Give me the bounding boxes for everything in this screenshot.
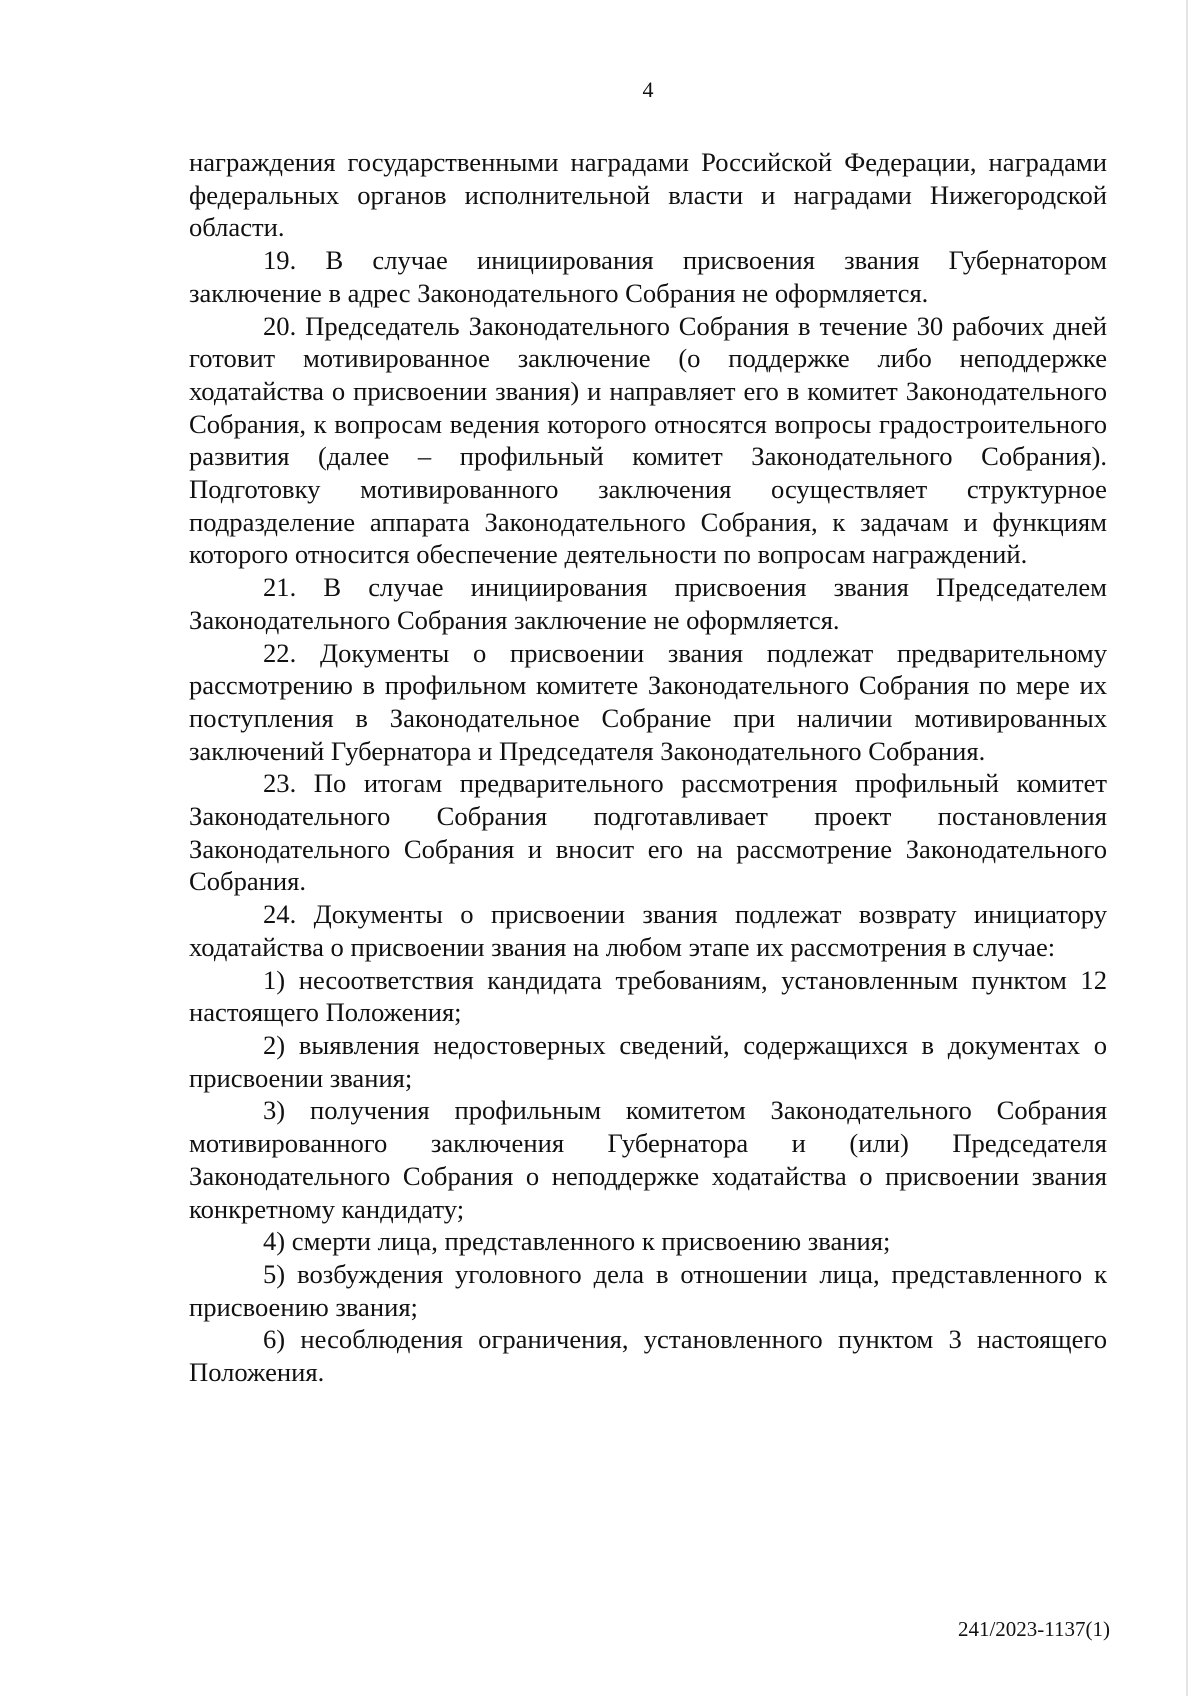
list-item-1: 1) несоответствия кандидата требованиям, установленным пунктом 12 настоящего Положения; bbox=[189, 964, 1107, 1028]
paragraph-21: 21. В случае инициирования присвоения звания Председателем Законодательного Собрания заключение не оформляется. bbox=[189, 572, 1107, 635]
paragraph-24: 24. Документы о присвоении звания подлежат возврату инициатору ходатайства о присвоении звания на любом этапе их рассмотрения в случае: bbox=[189, 899, 1107, 962]
paragraph-20: 20. Председатель Законодательного Собрания в течение 30 рабочих дней готовит мотивированное заключение (о поддержке либо неподдержке ходатайства о присвоении звания) и направляет его в комитет Законодательного Собрания, к вопросам ведения которого относятся вопросы градостроительного развития (далее – профильный комитет Законодательного Собрания). Подготовку мотивированного заключения осуществляет структурное подразделение аппарата Законодательного Собрания, к задачам и функциям которого относится обеспечение деятельности по вопросам награждений. bbox=[189, 310, 1107, 570]
page-edge-divider bbox=[1186, 0, 1188, 1696]
document-reference-number: 241/2023-1137(1) bbox=[957, 1617, 1110, 1641]
list-item-2: 2) выявления недостоверных сведений, содержащихся в документах о присвоении звания; bbox=[189, 1029, 1107, 1093]
paragraph-23: 23. По итогам предварительного рассмотрения профильный комитет Законодательного Собрания подготавливает проект постановления Законодательного Собрания и вносит его на рассмотрение Законодательного Собрания. bbox=[189, 768, 1107, 897]
list-item-3: 3) получения профильным комитетом Законодательного Собрания мотивированного заключения Губернатора и (или) Председателя Законодательного Собрания о неподдержке ходатайства о присвоении звания конкретному кандидату; bbox=[189, 1095, 1107, 1224]
list-item-5: 5) возбуждения уголовного дела в отношении лица, представленного к присвоению звания; bbox=[189, 1258, 1107, 1322]
page-number: 4 bbox=[642, 77, 654, 102]
list-item-6: 6) несоблюдения ограничения, установленного пунктом 3 настоящего Положения. bbox=[189, 1324, 1107, 1388]
paragraph-continuation: награждения государственными наградами Российской Федерации, наградами федеральных органов исполнительной власти и наградами Нижегородской области. bbox=[189, 147, 1107, 243]
paragraph-22: 22. Документы о присвоении звания подлежат предварительному рассмотрению в профильном комитете Законодательного Собрания по мере их поступления в Законодательное Собрание при наличии мотивированных заключений Губернатора и Председателя Законодательного Собрания. bbox=[189, 637, 1107, 766]
list-item-4: 4) смерти лица, представленного к присвоению звания; bbox=[263, 1226, 891, 1257]
paragraph-19: 19. В случае инициирования присвоения звания Губернатором заключение в адрес Законодательного Собрания не оформляется. bbox=[189, 245, 1107, 308]
document-body bbox=[189, 146, 1107, 1389]
